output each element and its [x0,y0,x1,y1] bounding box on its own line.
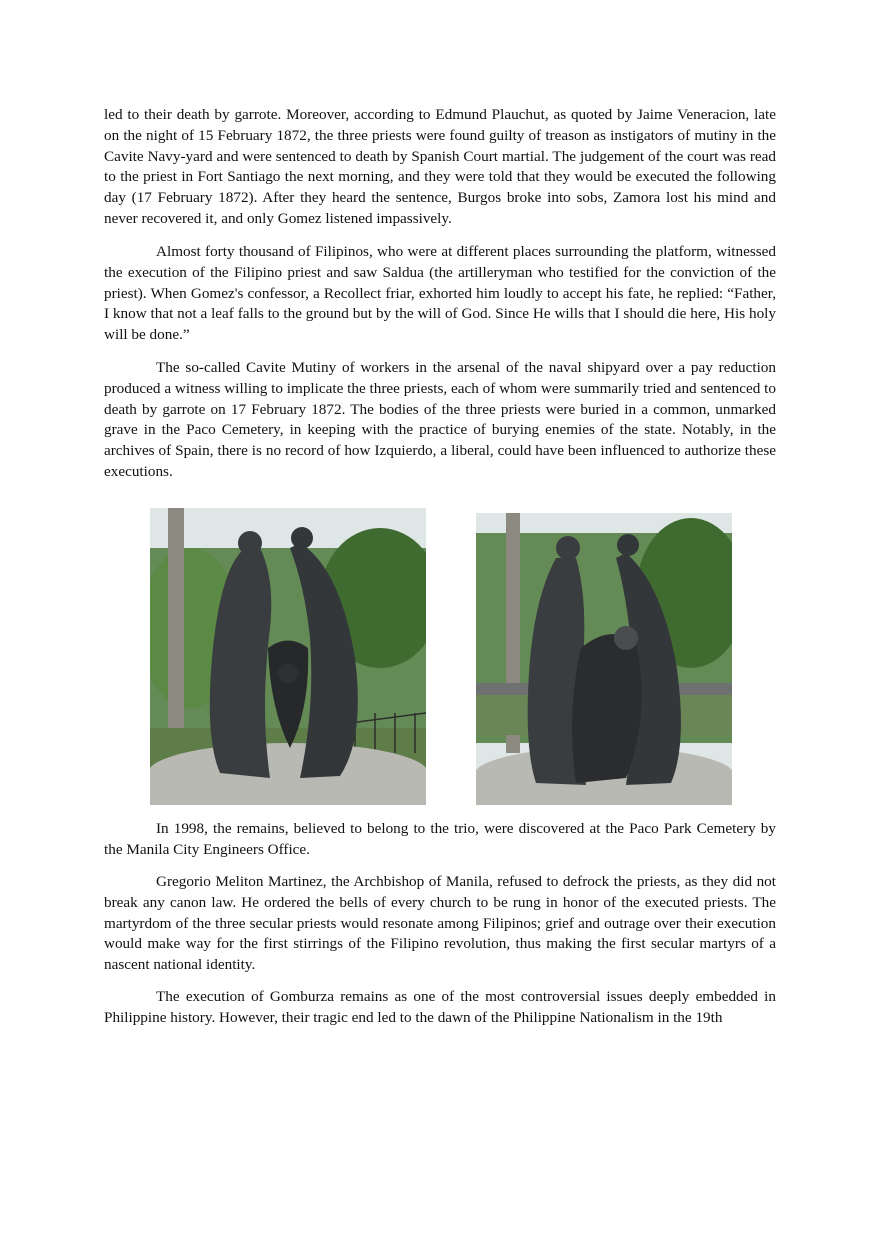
paragraph-archbishop-martinez [104,872,776,976]
monument-photo-illustration [150,508,426,805]
paragraph-text: The execution of Gomburza remains as one of the most controversial issues deeply embedded in Philippine history. However, their tragic end led to the dawn of the Philippine Nationalism in the 19th [104,988,776,1026]
paragraph-text: The so-called Cavite Mutiny of workers in the arsenal of the naval shipyard over a pay reduction produced a witness willing to implicate the three priests, each of whom were summarily tried and sentenced to death by garrote on 17 February 1872. The bodies of the three priests were buried in a common, unmarked grave in the Paco Cemetery, in keeping with the practice of burying enemies of the state. Notably, in the archives of Spain, there is no record of how Izquierdo, a liberal, could have been influenced to authorize these executions. [104,359,776,480]
paragraph-text: Almost forty thousand of Filipinos, who were at different places surrounding the platform, witnessed the execution of the Filipino priest and saw Saldua (the artilleryman who testified for the conviction of the priest). When Gomez's confessor, a Recollect friar, exhorted him loudly to accept his fate, he replied: “Father, I know that not a leaf falls to the ground but by the will of God. Since He wills that I should die here, His holy will be done.” [104,243,776,344]
gomburza-monument-photo-side [476,513,732,805]
monument-photo-illustration [476,513,732,805]
paragraph-text: In 1998, the remains, believed to belong to the trio, were discovered at the Paco Park Cemetery by the Manila City Engineers Office. [104,820,776,858]
paragraph-remains-discovered [104,819,776,861]
gomburza-monument-photo-front [150,508,426,805]
paragraph-cavite-mutiny [104,358,776,483]
paragraph-text: Gregorio Meliton Martinez, the Archbishop of Manila, refused to defrock the priests, as they did not break any canon law. He ordered the bells of every church to be rung in honor of the executed priests. The martyrdom of the three secular priests would resonate among Filipinos; grief and outrage over their execution would make way for the first stirrings of the Filipino revolution, thus making the first secular martyrs of a nascent national identity. [104,873,776,974]
paragraph-execution-witnesses [104,242,776,346]
paragraph-text: led to their death by garrote. Moreover, according to Edmund Plauchut, as quoted by Jaime Veneracion, late on the night of 15 February 1872, the three priests were found guilty of treason as instigators of mutiny in the Cavite Navy-yard and were sentenced to death by Spanish Court martial. The judgement of the court was read to the priest in Fort Santiago the next morning, and they were told that they would be executed the following day (17 February 1872). After they heard the sentence, Burgos broke into sobs, Zamora lost his mind and never recovered it, and only Gomez listened impassively. [104,106,776,227]
paragraph-gomburza-legacy [104,987,776,1029]
paragraph-garrote-sentence [104,105,776,230]
